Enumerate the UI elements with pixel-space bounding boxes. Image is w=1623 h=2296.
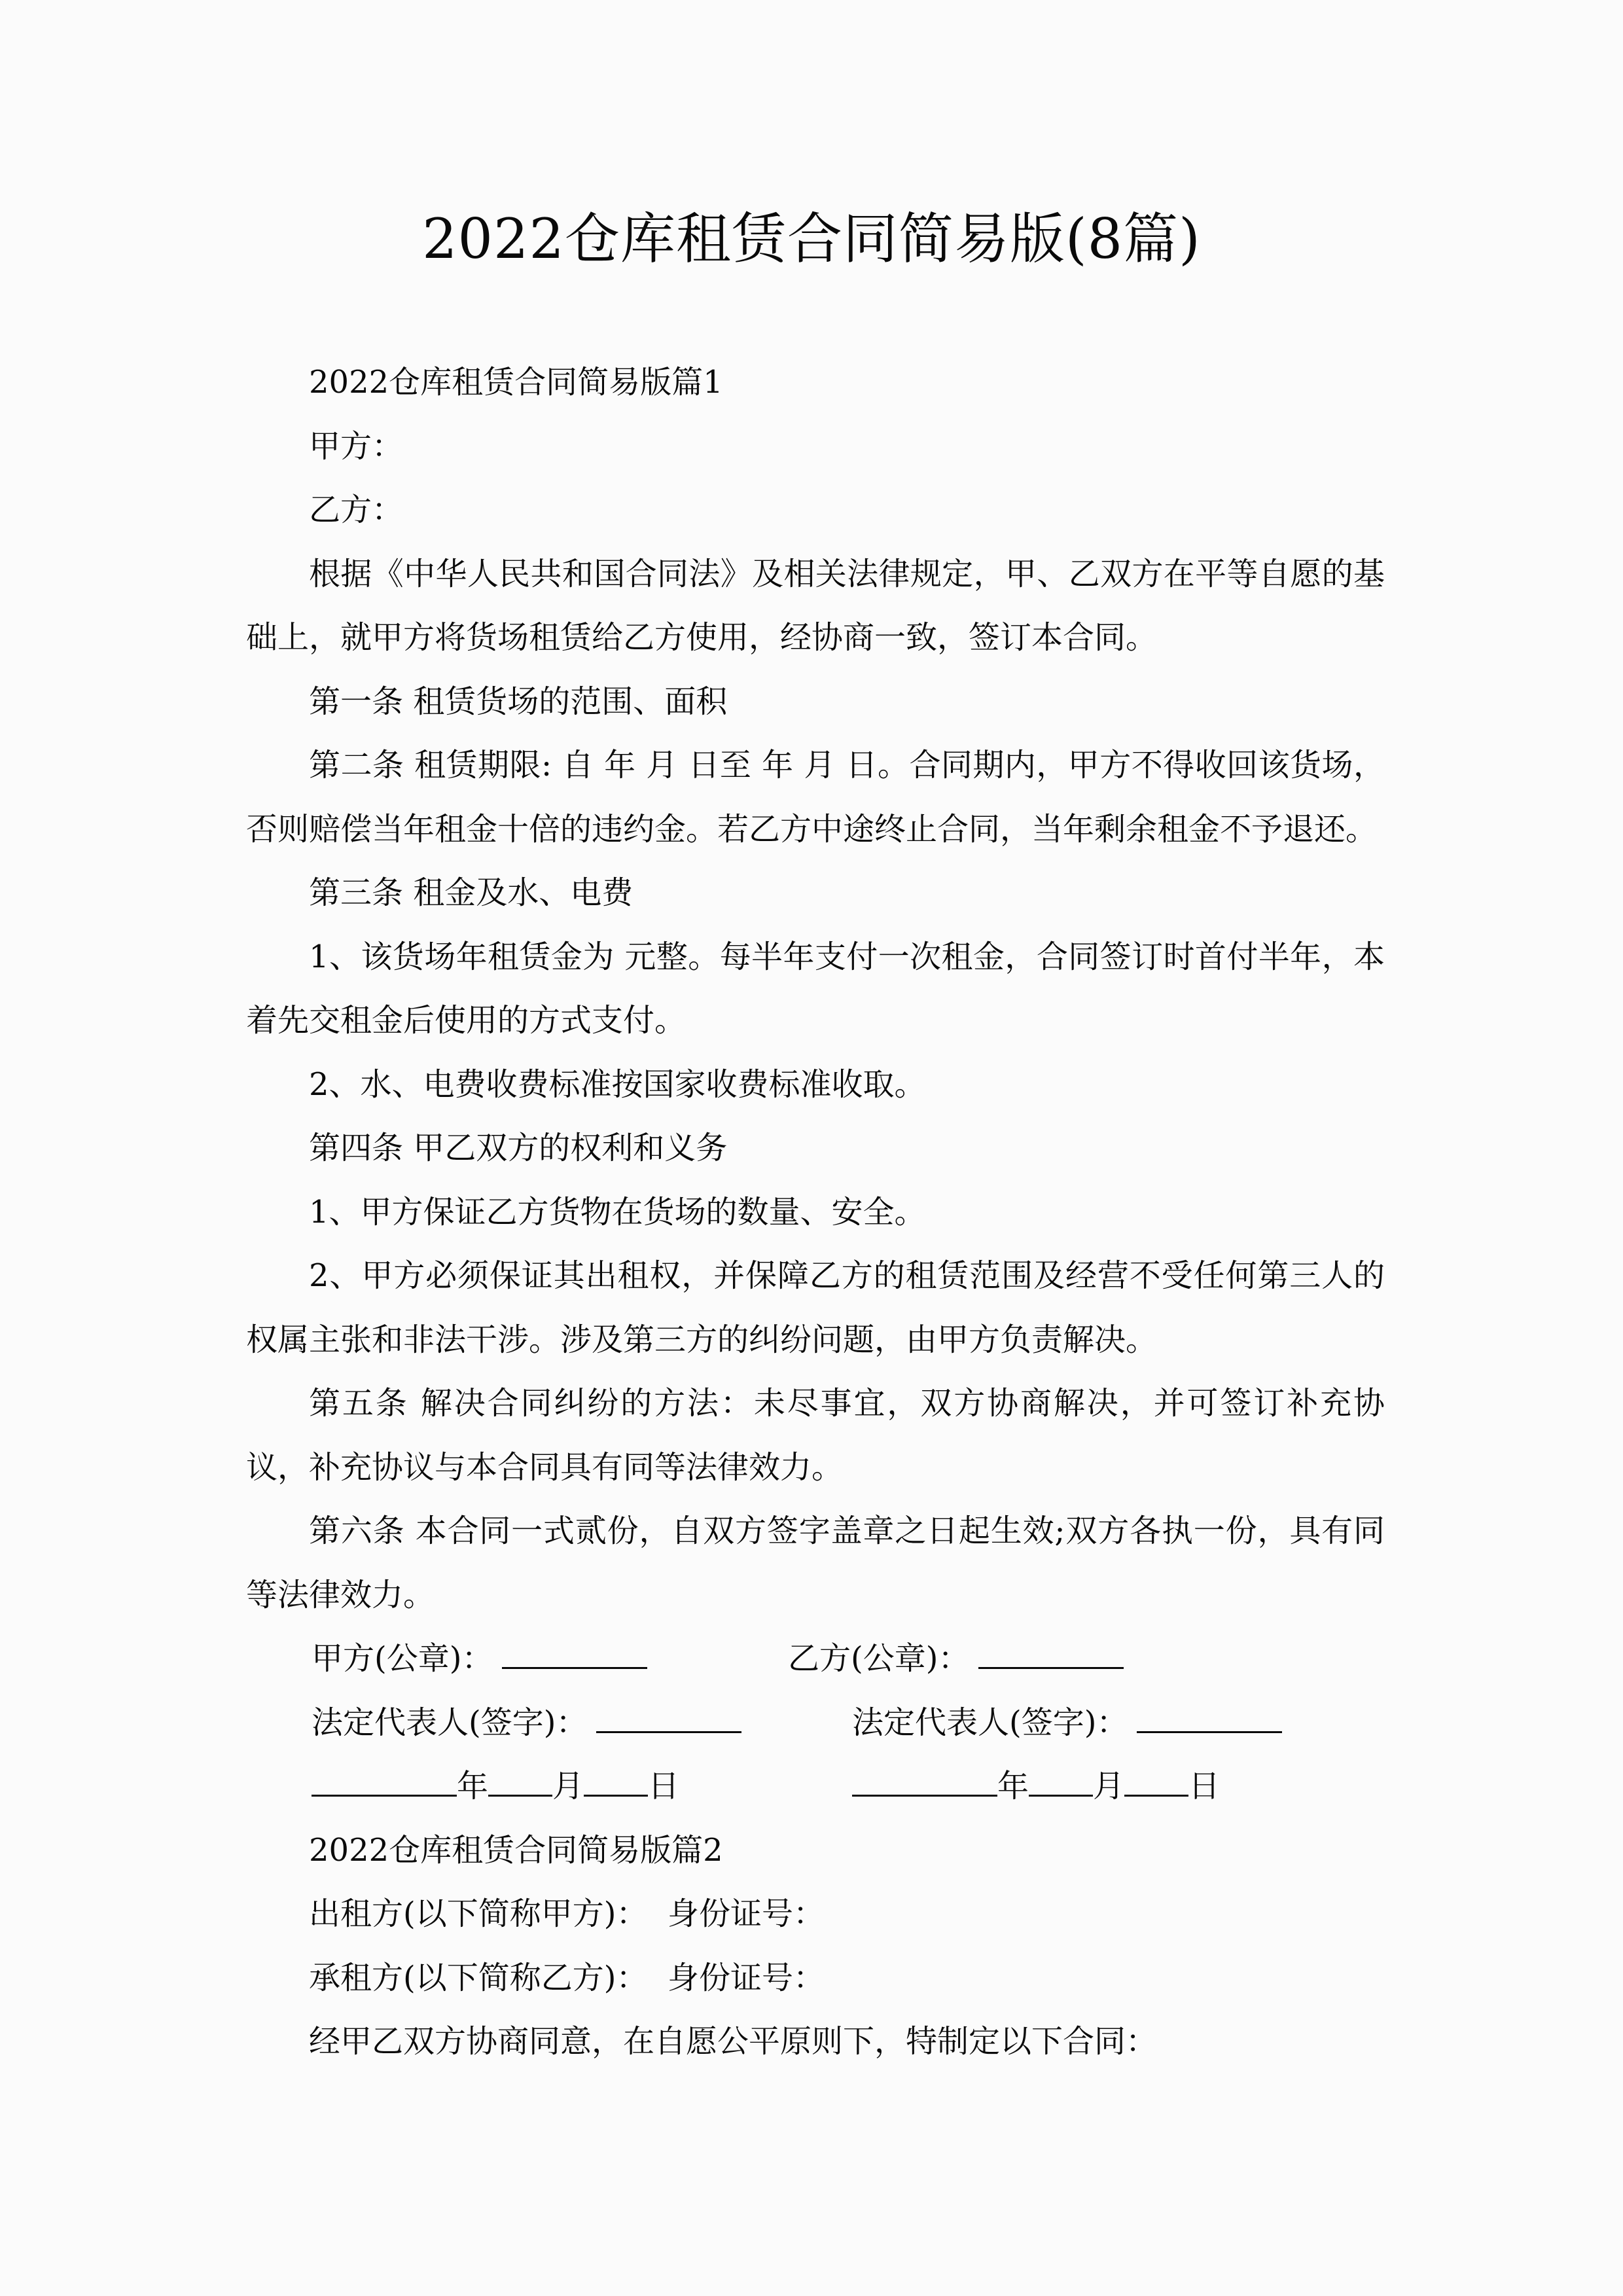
document-body: [246, 351, 1385, 2074]
party-b-rep-label: 法定代表人(签字)：: [852, 1704, 1128, 1741]
party-a-rep-label: 法定代表人(签字)：: [312, 1704, 588, 1741]
day-label: 日: [648, 1768, 680, 1804]
party-b-date: [852, 1755, 1220, 1819]
party-b-seal: [788, 1627, 1124, 1691]
party-a-year-blank[interactable]: [312, 1768, 457, 1797]
lessee-line: 承租方(以下简称乙方)： 身份证号：: [309, 1959, 825, 1996]
part2-intro: 经甲乙双方协商同意，在自愿公平原则下，特制定以下合同：: [309, 2023, 1158, 2060]
party-a-date: [312, 1755, 679, 1819]
article-3-item-2: 2、水、电费收费标准按国家收费标准收取。: [309, 1066, 926, 1103]
party-b-rep-blank[interactable]: [1137, 1705, 1282, 1733]
lessor-line: 出租方(以下简称甲方)： 身份证号：: [309, 1895, 825, 1932]
party-b-seal-label: 乙方(公章)：: [788, 1640, 970, 1677]
month-label: 月: [552, 1768, 584, 1804]
party-b-seal-blank[interactable]: [978, 1641, 1124, 1669]
article-4-item-1: 1、甲方保证乙方货物在货场的数量、安全。: [309, 1193, 926, 1230]
year-label: 年: [457, 1768, 489, 1804]
party-b-representative: [852, 1691, 1282, 1755]
party-a-month-blank[interactable]: [488, 1768, 552, 1797]
month-label: 月: [1093, 1768, 1125, 1804]
signature-row-seal: [246, 1627, 1385, 1691]
party-a-day-blank[interactable]: [584, 1768, 648, 1797]
party-a-seal-blank[interactable]: [502, 1641, 647, 1669]
intro-paragraph: 根据《中华人民共和国合同法》及相关法律规定，甲、乙双方在平等自愿的基础上，就甲方将货场租赁给乙方使用，经协商一致，签订本合同。: [246, 555, 1385, 656]
article-4-item-2: 2、甲方必须保证其出租权，并保障乙方的租赁范围及经营不受任何第三人的权属主张和非法干涉。涉及第三方的纠纷问题，由甲方负责解决。: [246, 1257, 1385, 1358]
party-b-line: 乙方：: [309, 492, 404, 528]
party-a-representative: [312, 1691, 741, 1755]
article-4: 第四条 甲乙双方的权利和义务: [309, 1130, 728, 1166]
article-1: 第一条 租赁货场的范围、面积: [309, 683, 728, 720]
party-a-line: 甲方：: [309, 427, 404, 465]
party-a-seal-label: 甲方(公章)：: [312, 1640, 493, 1677]
section-heading-part1: 2022仓库租赁合同简易版篇1: [309, 364, 723, 401]
article-5: 第五条 解决合同纠纷的方法：未尽事宜，双方协商解决，并可签订补充协议，补充协议与本合同具有同等法律效力。: [246, 1385, 1385, 1486]
year-label: 年: [997, 1768, 1029, 1804]
signature-row-representative: [246, 1691, 1385, 1755]
party-a-seal: [312, 1627, 647, 1691]
article-3: 第三条 租金及水、电费: [309, 874, 633, 911]
article-2: 第二条 租赁期限: 自 年 月 日至 年 月 日。合同期内，甲方不得收回该货场，否则赔偿当年租金十倍的违约金。若乙方中途终止合同，当年剩余租金不予退还。: [246, 747, 1385, 848]
party-b-month-blank[interactable]: [1029, 1768, 1093, 1797]
document-title: 2022仓库租赁合同简易版(8篇): [422, 207, 1201, 271]
day-label: 日: [1188, 1768, 1221, 1804]
section-heading-part2: 2022仓库租赁合同简易版篇2: [309, 1831, 723, 1869]
article-6: 第六条 本合同一式贰份，自双方签字盖章之日起生效;双方各执一份，具有同等法律效力。: [246, 1513, 1385, 1613]
party-a-rep-blank[interactable]: [596, 1705, 741, 1733]
party-b-day-blank[interactable]: [1124, 1768, 1188, 1797]
signature-row-date: [246, 1755, 1385, 1819]
party-b-year-blank[interactable]: [852, 1768, 997, 1797]
article-3-item-1: 1、该货场年租赁金为 元整。每半年支付一次租金，合同签订时首付半年，本着先交租金后使用的方式支付。: [246, 938, 1385, 1039]
